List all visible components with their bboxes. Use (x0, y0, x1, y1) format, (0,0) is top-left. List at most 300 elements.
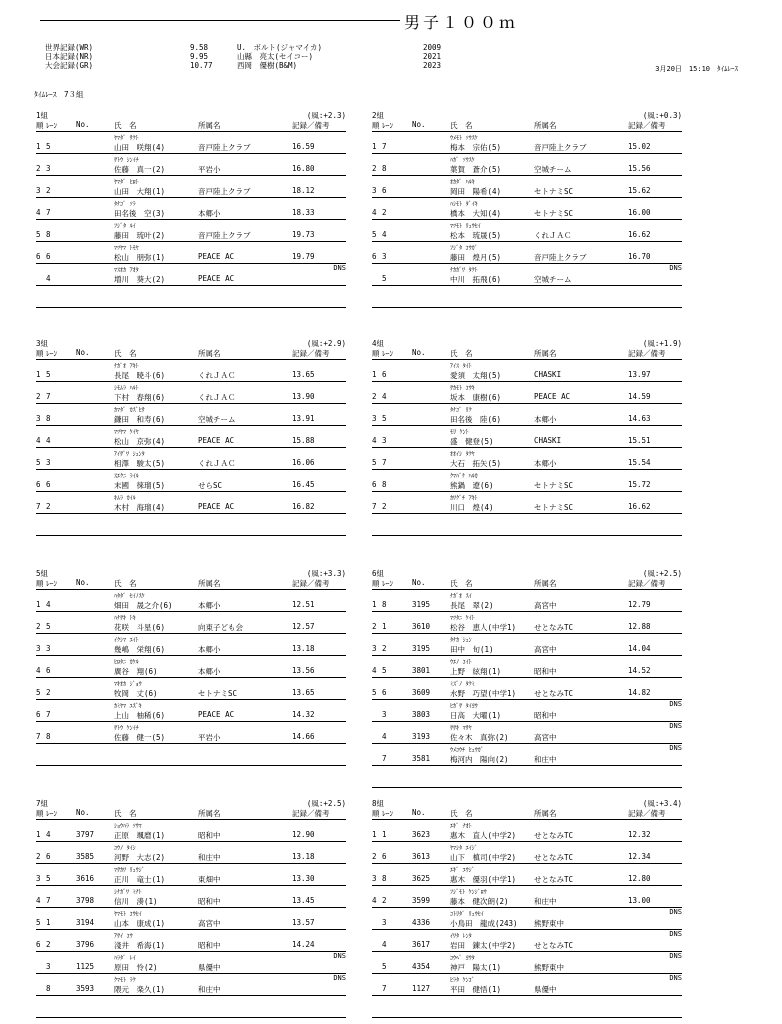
lane: 2 (382, 644, 387, 653)
name-kana: ｵｵｲｼ ﾀｸﾔ (450, 451, 475, 458)
result-row (36, 590, 346, 612)
name-kana: ﾅｶｶﾞﾜ ﾀｸﾄ (450, 267, 478, 274)
bib-number: 3585 (76, 852, 95, 861)
col-header-name: 氏 名 (450, 809, 473, 818)
club-name: せとなみTC (534, 853, 574, 862)
col-header-no: No. (412, 120, 426, 129)
athlete-name: 山田 咲翔(4) (114, 143, 166, 152)
athlete-name: 日高 大曜(1) (450, 711, 502, 720)
bib-number: 1125 (76, 962, 95, 971)
club-name: せとなみTC (534, 875, 574, 884)
record-time: 14.66 (292, 732, 315, 741)
column-headers (372, 578, 682, 590)
record-time: 16.70 (628, 252, 651, 261)
col-header-name: 氏 名 (450, 121, 473, 130)
name-kana: ﾌｼﾞﾀ ﾙｲ (114, 223, 136, 230)
result-row (36, 930, 346, 952)
record-time: 12.57 (292, 622, 315, 631)
club-name: CHASKI (534, 370, 562, 379)
lane: 4 (382, 940, 387, 949)
record-time: 13.91 (292, 414, 315, 423)
result-row (36, 908, 346, 930)
club-name: 県優中 (198, 963, 221, 972)
rank: 3 (372, 186, 377, 195)
record-time: 19.73 (292, 230, 315, 239)
col-header-lane: ﾚｰﾝ (382, 579, 394, 588)
heat-end-rule (372, 307, 682, 308)
heat-header (36, 110, 346, 132)
rank: 4 (36, 896, 41, 905)
result-row (36, 864, 346, 886)
name-kana: ﾌｼﾞﾀ ｺｳｶﾞ (450, 245, 478, 252)
club-name: 昭和中 (198, 831, 221, 840)
record-time: 14.04 (628, 644, 651, 653)
result-row (372, 974, 682, 996)
athlete-name: 花咲 斗星(6) (114, 623, 166, 632)
heat-end-rule (372, 787, 682, 788)
club-name: くれＪＡＣ (198, 393, 236, 402)
lane: 7 (46, 710, 51, 719)
wind-reading: (風:+3.4) (642, 799, 682, 808)
bib-number: 3610 (412, 622, 431, 631)
athlete-name: 橋本 大知(4) (450, 209, 502, 218)
heat-label: 2組 (372, 111, 385, 120)
heat-4 (372, 338, 682, 536)
col-header-lane: ﾚｰﾝ (46, 579, 58, 588)
col-header-name: 氏 名 (114, 579, 137, 588)
athlete-name: 田中 旬(1) (450, 645, 494, 654)
record-time: 15.62 (628, 186, 651, 195)
status-note: DNS (333, 974, 346, 982)
col-header-lane: ﾚｰﾝ (46, 349, 58, 358)
athlete-name: 河野 大志(2) (114, 853, 166, 862)
result-row (372, 220, 682, 242)
lane: 1 (382, 622, 387, 631)
column-headers (372, 348, 682, 360)
status-note: DNS (669, 700, 682, 708)
name-kana: ｴｷﾞ ﾕｳｼﾞ (450, 867, 475, 874)
record-time: 13.65 (292, 370, 315, 379)
name-kana: ｳｴﾉ ｺｲﾄ (450, 659, 472, 666)
result-row (372, 198, 682, 220)
lane: 7 (382, 754, 387, 763)
club-name: せとなみTC (534, 623, 574, 632)
club-name: 熊野東中 (534, 963, 564, 972)
result-row (372, 952, 682, 974)
athlete-name: 原田 怜(2) (114, 963, 158, 972)
heat-end-rule (36, 307, 346, 308)
heat-end-rule (36, 535, 346, 536)
rank: 4 (372, 436, 377, 445)
result-row (372, 612, 682, 634)
result-row (372, 886, 682, 908)
rank: 1 (372, 600, 377, 609)
record-time: 15.54 (628, 458, 651, 467)
bib-number: 3803 (412, 710, 431, 719)
club-name: 空城チーム (534, 165, 572, 174)
col-header-club: 所属名 (534, 349, 557, 358)
club-name: せらSC (198, 481, 223, 490)
lane: 5 (382, 414, 387, 423)
bib-number: 3609 (412, 688, 431, 697)
records-block (45, 43, 465, 73)
record-time: 16.45 (292, 480, 315, 489)
heat-header (36, 798, 346, 820)
rank: 4 (372, 896, 377, 905)
club-name: 高宮中 (534, 645, 557, 654)
wind-reading: (風:+0.3) (642, 111, 682, 120)
rank: 5 (36, 688, 41, 697)
club-name: 昭和中 (534, 667, 557, 676)
lane: 5 (382, 274, 387, 283)
club-name: 東畑中 (198, 875, 221, 884)
lane: 2 (46, 940, 51, 949)
name-kana: ｻｻｷ ﾏｻﾔ (450, 725, 472, 732)
name-kana: ｼﾓﾑﾗ ﾊﾙﾄ (114, 385, 139, 392)
club-name: 高宮中 (198, 919, 221, 928)
name-kana: ﾔﾏﾓﾄ ｺｳｾｲ (114, 911, 142, 918)
col-header-name: 氏 名 (114, 809, 137, 818)
heat-end-rule (372, 1017, 682, 1018)
lane: 2 (382, 896, 387, 905)
club-name: PEACE AC (198, 710, 235, 719)
col-header-no: No. (76, 120, 90, 129)
lane: 6 (46, 852, 51, 861)
status-note: DNS (333, 264, 346, 272)
wind-reading: (風:+2.5) (306, 799, 346, 808)
athlete-name: 淺井 希海(1) (114, 941, 166, 950)
rank: 3 (36, 414, 41, 423)
club-name: せとなみTC (534, 831, 574, 840)
result-row (372, 656, 682, 678)
result-row (36, 242, 346, 264)
rank: 5 (372, 688, 377, 697)
athlete-name: 鎌田 和寿(6) (114, 415, 166, 424)
club-name: 和庄中 (198, 853, 221, 862)
rank: 5 (36, 918, 41, 927)
col-header-club: 所属名 (534, 121, 557, 130)
col-header-rec: 記録／備考 (292, 349, 330, 358)
column-headers (36, 120, 346, 132)
rank: 5 (372, 458, 377, 467)
rank: 6 (36, 480, 41, 489)
status-note: DNS (669, 264, 682, 272)
result-row (36, 842, 346, 864)
lane: 7 (382, 458, 387, 467)
rank: 3 (372, 644, 377, 653)
lane: 5 (46, 142, 51, 151)
rank: 5 (36, 458, 41, 467)
club-name: 向東子ども会 (198, 623, 243, 632)
record-time: 18.12 (292, 186, 315, 195)
result-row (372, 382, 682, 404)
club-name: CHASKI (534, 436, 562, 445)
status-note: DNS (669, 744, 682, 752)
col-header-name: 氏 名 (450, 579, 473, 588)
name-kana: ﾋﾗﾀ ｹﾝｺﾞ (450, 977, 475, 984)
club-name: 音戸陸上クラブ (534, 253, 587, 262)
col-header-no: No. (76, 578, 90, 587)
result-row (372, 404, 682, 426)
rank: 5 (372, 230, 377, 239)
club-name: 和庄中 (534, 755, 557, 764)
lane: 5 (382, 666, 387, 675)
athlete-name: 中川 拓飛(6) (450, 275, 502, 284)
record-time: 13.97 (628, 370, 651, 379)
record-time: 13.18 (292, 852, 315, 861)
club-name: セトナミSC (534, 209, 574, 218)
record-time: 14.82 (628, 688, 651, 697)
record-time: 13.65 (292, 688, 315, 697)
record-time: 12.88 (628, 622, 651, 631)
athlete-name: 松谷 恵人(中学1) (450, 623, 517, 632)
club-name: 和庄中 (534, 897, 557, 906)
lane: 8 (46, 732, 51, 741)
name-kana: ｳﾒﾓﾄ ｿｳｽｹ (450, 135, 478, 142)
result-row (36, 448, 346, 470)
record-time: 14.24 (292, 940, 315, 949)
lane: 4 (46, 600, 51, 609)
col-header-rank: 順 (36, 809, 44, 818)
name-kana: ﾀﾅｺﾞ ﾘｸ (450, 407, 472, 414)
record-time: 16.62 (628, 230, 651, 239)
club-name: 昭和中 (198, 897, 221, 906)
heat-header (36, 338, 346, 360)
club-name: PEACE AC (198, 502, 235, 511)
col-header-club: 所属名 (198, 809, 221, 818)
lane: 7 (46, 208, 51, 217)
status-note: DNS (669, 722, 682, 730)
result-row (36, 176, 346, 198)
record-time: 14.63 (628, 414, 651, 423)
record-time: 12.34 (628, 852, 651, 861)
heat-header (372, 110, 682, 132)
athlete-name: 神戸 陽太(1) (450, 963, 502, 972)
athlete-name: 相澤 駿太(5) (114, 459, 166, 468)
name-kana: ｼｮｳﾊﾗ ｿｳﾏ (114, 823, 142, 830)
result-row (372, 492, 682, 514)
rank: 3 (36, 874, 41, 883)
record-time: 9.58 (190, 43, 209, 52)
rank: 2 (36, 164, 41, 173)
record-time: 13.90 (292, 392, 315, 401)
record-time: 12.51 (292, 600, 315, 609)
title-rule (40, 20, 400, 21)
lane: 3 (46, 458, 51, 467)
athlete-name: 盛 健登(5) (450, 437, 494, 446)
rank: 4 (372, 208, 377, 217)
result-row (36, 264, 346, 286)
athlete-name: 牧岡 丈(6) (114, 689, 158, 698)
record-time: 15.02 (628, 142, 651, 151)
bib-number: 3593 (76, 984, 95, 993)
name-kana: ｸﾏﾓﾄ ﾗｸ (114, 977, 136, 984)
rank: 4 (36, 436, 41, 445)
rank: 5 (36, 230, 41, 239)
result-row (36, 198, 346, 220)
lane: 6 (46, 252, 51, 261)
record-holder: U. ボルト(ジャマイカ) (237, 43, 323, 52)
record-row (45, 52, 465, 61)
bib-number: 3581 (412, 754, 431, 763)
result-row (36, 634, 346, 656)
club-name: くれＪＡＣ (198, 459, 236, 468)
club-name: セトナミSC (198, 689, 238, 698)
col-header-lane: ﾚｰﾝ (382, 809, 394, 818)
athlete-name: 隈元 楽久(1) (114, 985, 166, 994)
heat-header (372, 338, 682, 360)
result-row (36, 952, 346, 974)
club-name: 高宮中 (534, 733, 557, 742)
name-kana: ﾏｷｵｶ ｼﾞｮｳ (114, 681, 142, 688)
rank: 1 (36, 370, 41, 379)
record-time: 14.32 (292, 710, 315, 719)
club-name: せとなみTC (534, 689, 574, 698)
result-row (372, 908, 682, 930)
result-row (372, 864, 682, 886)
name-kana: ｷﾑﾗ ｶｲﾙ (114, 495, 136, 502)
col-header-club: 所属名 (534, 579, 557, 588)
club-name: くれＪＡＣ (534, 231, 572, 240)
result-row (36, 382, 346, 404)
result-row (372, 448, 682, 470)
result-row (372, 842, 682, 864)
name-kana: ｵｶﾀﾞ ﾊﾙｷ (450, 179, 475, 186)
page-title: 男子１００ｍ (404, 13, 519, 32)
result-row (372, 820, 682, 842)
lane: 3 (46, 164, 51, 173)
name-kana: ｲｸｼﾏ ｴｲﾄ (114, 637, 139, 644)
col-header-lane: ﾚｰﾝ (46, 121, 58, 130)
column-headers (372, 120, 682, 132)
heat-label: 8組 (372, 799, 385, 808)
name-kana: ｺｳﾍﾞ ﾖｳﾀ (450, 955, 475, 962)
name-kana: ﾏﾂﾀﾆ ｹｲﾄ (450, 615, 475, 622)
name-kana: ﾏﾂﾓﾄ ﾘｭｳｾｲ (450, 223, 481, 230)
lane: 5 (46, 874, 51, 883)
result-row (36, 154, 346, 176)
name-kana: ｻﾄｳ ｹﾝｲﾁ (114, 725, 139, 732)
bib-number: 3195 (412, 600, 431, 609)
lane: 2 (382, 208, 387, 217)
lane: 7 (382, 984, 387, 993)
record-label: 日本記録(NR) (45, 52, 94, 61)
rank: 1 (36, 830, 41, 839)
record-time: 13.56 (292, 666, 315, 675)
result-row (36, 722, 346, 744)
lane: 3 (46, 644, 51, 653)
col-header-club: 所属名 (198, 579, 221, 588)
club-name: セトナミSC (534, 503, 574, 512)
name-kana: ｶﾏﾀﾞ ｶｽﾞﾋｻ (114, 407, 145, 414)
record-year: 2023 (423, 61, 442, 70)
athlete-name: 信川 湊(1) (114, 897, 158, 906)
athlete-name: 佐々木 真弥(2) (450, 733, 509, 742)
col-header-rank: 順 (372, 579, 380, 588)
record-time: 15.88 (292, 436, 315, 445)
record-label: 世界記録(WR) (45, 43, 94, 52)
result-row (372, 744, 682, 766)
name-kana: ｴｷﾞ ﾅｵﾄ (450, 823, 472, 830)
bib-number: 3801 (412, 666, 431, 675)
col-header-rec: 記録／備考 (292, 121, 330, 130)
lane: 2 (46, 502, 51, 511)
result-row (36, 656, 346, 678)
athlete-name: 木村 海瑠(4) (114, 503, 166, 512)
lane: 8 (382, 164, 387, 173)
col-header-rec: 記録／備考 (292, 579, 330, 588)
wind-reading: (風:+2.9) (306, 339, 346, 348)
athlete-name: 畑田 晟之介(6) (114, 601, 173, 610)
result-row (372, 264, 682, 286)
heat-header (372, 568, 682, 590)
col-header-rec: 記録／備考 (292, 809, 330, 818)
record-time: 16.80 (292, 164, 315, 173)
result-row (372, 360, 682, 382)
name-kana: ﾊﾅｻｷ ﾄｷ (114, 615, 136, 622)
col-header-name: 氏 名 (114, 349, 137, 358)
name-kana: ﾀﾅｶ ｼｭﾝ (450, 637, 472, 644)
record-time: 13.57 (292, 918, 315, 927)
club-name: 昭和中 (198, 941, 221, 950)
name-kana: ﾋﾛﾀﾆ ｶｹﾙ (114, 659, 139, 666)
lane: 3 (382, 918, 387, 927)
record-year: 2009 (423, 43, 442, 52)
col-header-no: No. (412, 578, 426, 587)
bib-number: 3625 (412, 874, 431, 883)
col-header-rec: 記録／備考 (628, 579, 666, 588)
record-time: 16.00 (628, 208, 651, 217)
athlete-name: 大石 拓矢(5) (450, 459, 502, 468)
record-time: 12.80 (628, 874, 651, 883)
athlete-name: 佐藤 健一(5) (114, 733, 166, 742)
bib-number: 3193 (412, 732, 431, 741)
lane: 5 (46, 622, 51, 631)
result-row (36, 974, 346, 996)
record-year: 2021 (423, 52, 442, 61)
name-kana: ｺﾄﾘﾀﾞ ﾘｭｳｾｲ (450, 911, 484, 918)
rank: 1 (372, 142, 377, 151)
heat-end-rule (36, 1017, 346, 1018)
col-header-club: 所属名 (534, 809, 557, 818)
col-header-lane: ﾚｰﾝ (382, 349, 394, 358)
lane: 3 (382, 710, 387, 719)
col-header-name: 氏 名 (450, 349, 473, 358)
name-kana: ｲﾜﾀ ﾚﾝﾀ (450, 933, 472, 940)
club-name: 音戸陸上クラブ (198, 143, 251, 152)
result-row (36, 886, 346, 908)
athlete-name: 末國 徠瑠(5) (114, 481, 166, 490)
name-kana: ﾅｶﾞｵ ｽｲ (450, 593, 472, 600)
record-time: 15.72 (628, 480, 651, 489)
wind-reading: (風:+3.3) (306, 569, 346, 578)
rank: 6 (36, 710, 41, 719)
column-headers (36, 578, 346, 590)
lane: 1 (382, 830, 387, 839)
record-time: 14.59 (628, 392, 651, 401)
bib-number: 4354 (412, 962, 431, 971)
lane: 7 (46, 896, 51, 905)
athlete-name: 下村 春翔(6) (114, 393, 166, 402)
col-header-rec: 記録／備考 (628, 349, 666, 358)
name-kana: ｻﾄｳ ｼﾝｲﾁ (114, 157, 139, 164)
col-header-no: No. (76, 808, 90, 817)
lane: 3 (46, 962, 51, 971)
record-label: 大会記録(GR) (45, 61, 94, 70)
club-name: 本郷小 (198, 601, 221, 610)
athlete-name: 平田 健悟(1) (450, 985, 502, 994)
club-name: 平岩小 (198, 165, 221, 174)
